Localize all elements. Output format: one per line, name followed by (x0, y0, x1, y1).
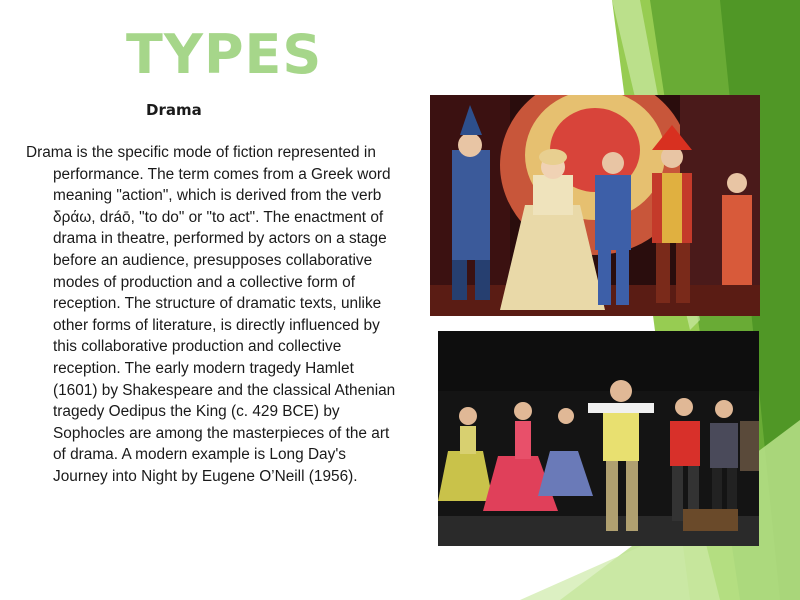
stage-photo-dance (438, 331, 759, 546)
slide-subtitle: Drama (146, 101, 202, 119)
slide-title: TYPES (126, 23, 323, 86)
body-paragraph: Drama is the specific mode of fiction represented in performance. The term comes from a Greek word meaning "action", which is derived from the verb δράω, dráō, "to do" or "to act". The enactment of drama in theatre, performed by actors on a stage before an audience, presupposes collaborative modes of production and a collective form of reception. The structure of dramatic texts, unlike other forms of literature, is directly influenced by this collaborative production and collective reception. The early modern tragedy Hamlet (1601) by Shakespeare and the classical Athenian tragedy Oedipus the King (c. 429 BCE) by Sophocles are among the masterpieces of the art of drama. A modern example is Long Day's Journey into Night by Eugene O’Neill (1956). (26, 144, 396, 485)
stage-photo-costumes (430, 95, 760, 316)
